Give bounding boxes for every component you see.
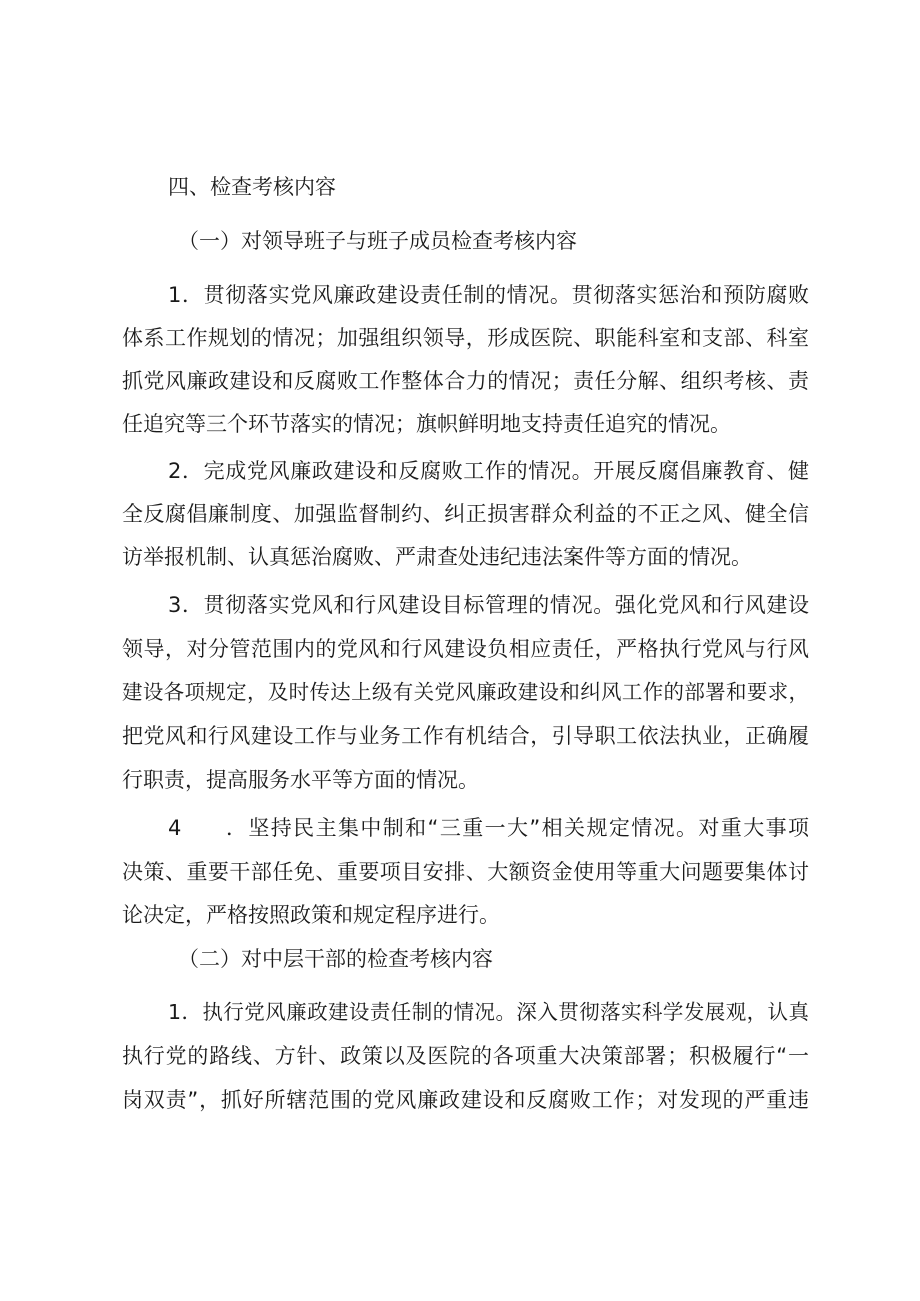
- paragraph-4-line-1: ．坚持民主集中制和“三重一大”相关规定情况。对重大事项: [226, 816, 809, 840]
- paragraph-5-line-3: 岗双责”，抓好所辖范围的党风廉政建设和反腐败工作；对发现的严重违: [122, 1088, 809, 1112]
- subsection-heading-1: （一）对领导班子与班子成员检查考核内容: [178, 229, 577, 253]
- paragraph-1-line-3: 抓党风廉政建设和反腐败工作整体合力的情况；责任分解、组织考核、责: [122, 369, 809, 393]
- paragraph-4-number: 4: [168, 816, 182, 840]
- paragraph-4-line-2: 决策、重要干部任免、重要项目安排、大额资金使用等重大问题要集体讨: [122, 860, 809, 884]
- paragraph-5-line-2: 执行党的路线、方针、政策以及医院的各项重大决策部署；积极履行“一: [122, 1044, 809, 1068]
- paragraph-2-line-1: 2．完成党风廉政建设和反腐败工作的情况。开展反腐倡廉教育、健: [168, 459, 809, 483]
- subsection-heading-2: （二）对中层干部的检查考核内容: [178, 947, 493, 971]
- paragraph-3-line-4: 把党风和行风建设工作与业务工作有机结合，引导职工依法执业，正确履: [122, 724, 809, 748]
- section-heading: 四、检查考核内容: [168, 175, 336, 199]
- paragraph-4-line-3: 论决定，严格按照政策和规定程序进行。: [122, 903, 500, 927]
- paragraph-2-line-3: 访举报机制、认真惩治腐败、严肃查处违纪违法案件等方面的情况。: [122, 545, 752, 569]
- paragraph-5-line-1: 1．执行党风廉政建设责任制的情况。深入贯彻落实科学发展观，认真: [168, 1000, 809, 1024]
- paragraph-3-line-2: 领导，对分管范围内的党风和行风建设负相应责任，严格执行党风与行风: [122, 637, 809, 661]
- paragraph-3-line-3: 建设各项规定，及时传达上级有关党风廉政建设和纠风工作的部署和要求，: [122, 680, 809, 704]
- paragraph-1-line-1: 1．贯彻落实党风廉政建设责任制的情况。贯彻落实惩治和预防腐败: [168, 283, 809, 307]
- paragraph-1-line-2: 体系工作规划的情况；加强组织领导，形成医院、职能科室和支部、科室: [122, 326, 809, 350]
- paragraph-3-line-1: 3．贯彻落实党风和行风建设目标管理的情况。强化党风和行风建设: [168, 593, 809, 617]
- paragraph-1-line-4: 任追究等三个环节落实的情况；旗帜鲜明地支持责任追究的情况。: [122, 412, 731, 436]
- paragraph-3-line-5: 行职责，提高服务水平等方面的情况。: [122, 768, 479, 792]
- paragraph-2-line-2: 全反腐倡廉制度、加强监督制约、纠正损害群众利益的不正之风、健全信: [122, 502, 809, 526]
